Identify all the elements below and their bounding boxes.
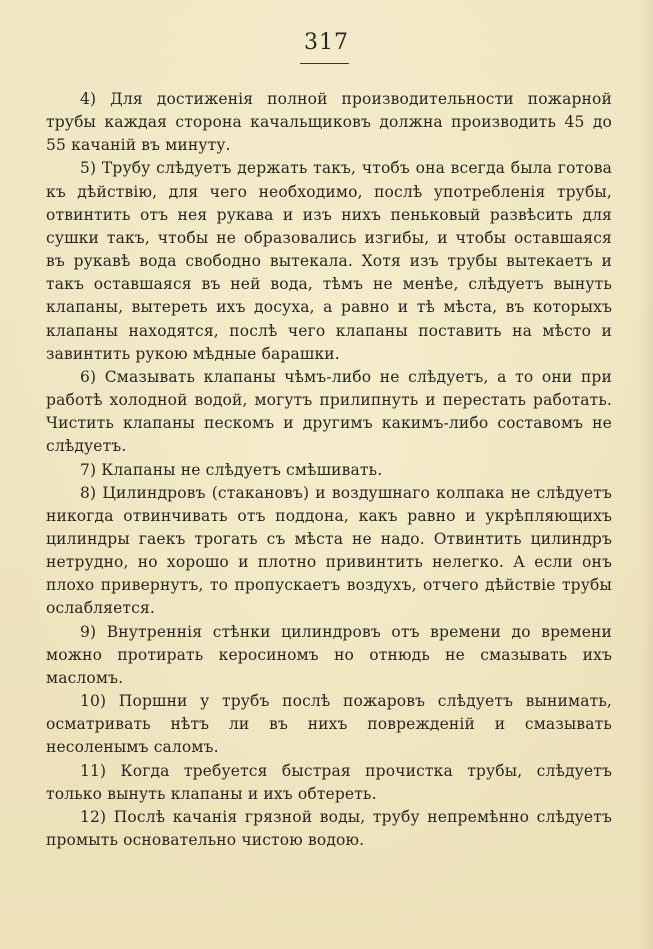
page-body	[46, 88, 612, 852]
paragraph-item-10: 10) Поршни у трубъ послѣ пожаровъ слѣдуетъ вынимать, осматривать нѣтъ ли въ нихъ поврежденій и смазывать несоленымъ саломъ.	[46, 692, 612, 757]
paragraph-item-7: 7) Клапаны не слѣдуетъ смѣшивать.	[80, 460, 383, 479]
paragraph-item-8: 8) Цилиндровъ (стакановъ) и воздушнаго колпака не слѣдуетъ никогда отвинчивать отъ поддона, какъ равно и укрѣпляющихъ цилиндры гаекъ трогать съ мѣста не надо. Отвинтить цилиндръ нетрудно, но хорошо и плотно привинтить нелегко. А если онъ плохо привернутъ, то пропускаетъ воздухъ, отчего дѣйствіе трубы ослабляется.	[46, 483, 612, 618]
paragraph-item-4: 4) Для достиженія полной производительности пожарной трубы каждая сторона качальщиковъ должна производить 45 до 55 качаній въ минуту.	[46, 90, 612, 155]
paragraph-item-6: 6) Смазывать клапаны чѣмъ-либо не слѣдуетъ, а то они при работѣ холодной водой, могутъ прилипнуть и перестать работать. Чистить клапаны пескомъ и другимъ какимъ-либо составомъ не слѣдуетъ.	[46, 367, 612, 456]
paragraph-item-9: 9) Внутреннія стѣнки цилиндровъ отъ времени до времени можно протирать керосиномъ но отнюдь не смазывать ихъ масломъ.	[46, 622, 612, 687]
page-number: 317	[304, 30, 349, 55]
paragraph-item-5: 5) Трубу слѣдуетъ держать такъ, чтобъ она всегда была готова къ дѣйствію, для чего необходимо, послѣ употребленія трубы, отвинтить отъ нея рукава и изъ нихъ пеньковый развѣсить для сушки такъ, чтобы не образовались изгибы, и чтобы оставшаяся въ рукавѣ вода свободно вытекала. Хотя изъ трубы вытекаетъ и такъ оставшаяся въ ней вода, тѣмъ не менѣе, слѣдуетъ вынуть клапаны, вытереть ихъ досуха, а равно и тѣ мѣста, въ которыхъ клапаны находятся, послѣ чего клапаны поставить на мѣсто и завинтить рукою мѣдные барашки.	[46, 159, 612, 363]
paragraph-item-11: 11) Когда требуется быстрая прочистка трубы, слѣдуетъ только вынуть клапаны и ихъ обтереть.	[46, 761, 612, 803]
page-number-rule	[300, 63, 349, 64]
paragraph-item-12: 12) Послѣ качанія грязной воды, трубу непремѣнно слѣдуетъ промыть основательно чистою водою.	[46, 807, 612, 849]
